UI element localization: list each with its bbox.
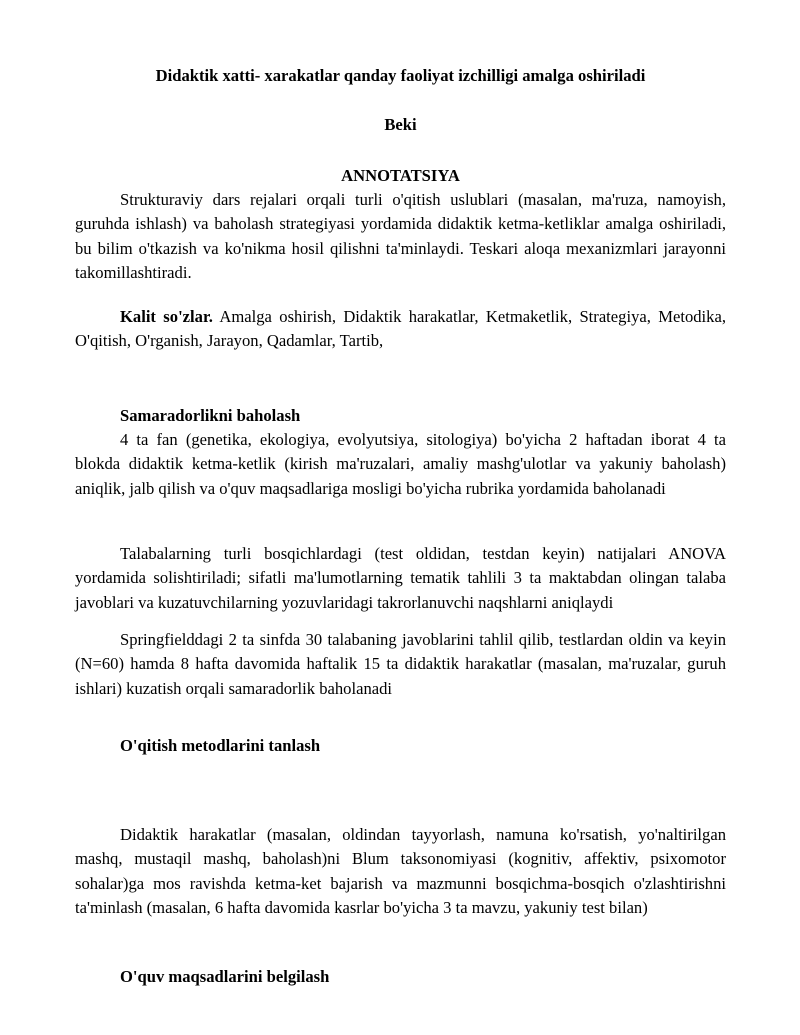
section1-paragraph-2: Talabalarning turli bosqichlardagi (test oldidan, testdan keyin) natijalari ANOVA yordamida solishtiriladi; sifatli ma'lumotlarning tematik tahlili 3 ta maktabdan olingan talaba javoblari va kuzatuvchilarning yozuvlaridagi takrorlanuvchi naqshlarni aniqlaydi <box>75 544 726 612</box>
keywords-text: Amalga oshirish, Didaktik harakatlar, Ketmaketlik, Strategiya, Metodika, O'qitish, O'rganish, Jarayon, Qadamlar, Tartib, <box>75 307 726 351</box>
section-heading-objectives: O'quv maqsadlarini belgilash <box>120 967 330 986</box>
keywords-paragraph <box>75 305 726 354</box>
section-heading-effectiveness: Samaradorlikni baholash <box>120 406 301 425</box>
section1-paragraph-3: Springfielddagi 2 ta sinfda 30 talabaning javoblarini tahlil qilib, testlardan oldin va keyin (N=60) hamda 8 hafta davomida haftalik 15 ta didaktik harakatlar (masalan, ma'ruzalar, guruh ishlari) kuzatish orqali samaradorlik baholanadi <box>75 630 726 698</box>
annotation-paragraph: Strukturaviy dars rejalari orqali turli o'qitish uslublari (masalan, ma'ruza, namoyish, guruhda ishlash) va baholash strategiyasi yordamida didaktik ketma-ketliklar amalga oshiriladi, bu bilim o'tkazish va ko'nikma hosil qilishni ta'minlaydi. Teskari aloqa mexanizmlari jarayonni takomillashtiradi. <box>75 190 726 283</box>
document-title: Didaktik xatti- xarakatlar qanday faoliyat izchilligi amalga oshiriladi <box>155 66 646 85</box>
section1-paragraph-1: 4 ta fan (genetika, ekologiya, evolyutsiya, sitologiya) bo'yicha 2 haftadan iborat 4 ta blokda didaktik ketma-ketlik (kirish ma'ruzalari, amaliy mashg'ulotlar va yakuniy baholash) aniqlik, jalb qilish va o'quv maqsadlariga mosligi bo'yicha rubrika yordamida baholanadi <box>75 430 726 498</box>
document-author: Beki <box>384 115 417 134</box>
annotation-heading: ANNOTATSIYA <box>341 166 460 185</box>
keywords-label: Kalit so'zlar. <box>120 307 213 326</box>
section2-paragraph-1: Didaktik harakatlar (masalan, oldindan tayyorlash, namuna ko'rsatish, yo'naltirilgan mashq, mustaqil mashq, baholash)ni Blum taksonomiyasi (kognitiv, affektiv, psixomotor sohalar)ga mos ravishda ketma-ket bajarish va mazmunni bosqichma-bosqich o'zlashtirishni ta'minlash (masalan, 6 hafta davomida kasrlar bo'yicha 3 ta mavzu, yakuniy test bilan) <box>75 825 726 918</box>
section-heading-methods: O'qitish metodlarini tanlash <box>120 736 321 755</box>
